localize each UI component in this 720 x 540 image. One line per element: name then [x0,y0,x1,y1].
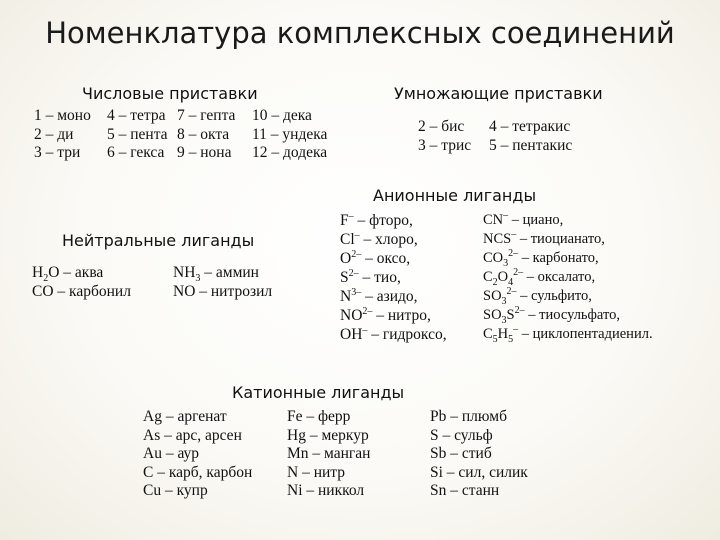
numeric-item: 1 – моно [34,107,91,124]
anion-item: $S^{2-}$ – тио, [340,267,401,286]
anion-item: $NO^{2-}$ – нитро, [340,305,431,324]
multiplying-item: 5 – пентакис [489,136,573,154]
anionic-col-left [340,211,447,344]
cation-item: Fe – ферр [287,408,351,425]
anion-item: $O^{2-}$ – оксо, [340,248,411,267]
cation-item: N – нитр [287,463,345,481]
cation-item: C – карб, карбон [143,463,253,481]
cation-item: Sb – стиб [430,445,492,463]
page-title: Номенклатура комплексных соединений [45,16,675,50]
anion-item: $SO_3^{2-}$ – сульфито, [483,286,592,307]
numeric-item: 2 – ди [34,125,74,143]
multiplying-col-1 [418,118,471,155]
cation-item: Ni – никкол [287,482,365,500]
numeric-item: 7 – гепта [177,107,236,124]
anion-item: $N^{3-}$ – азидо, [340,286,418,305]
numeric-item: 12 – додека [252,144,328,161]
cation-item: S – сульф [430,426,493,444]
numeric-item: 5 – пента [107,125,168,143]
cationic-col-3 [430,408,528,501]
multiplying-item: 4 – тетракис [489,118,571,135]
neutral-item: $H_2O$ – аква [32,264,104,285]
neutral-col-left [32,264,131,301]
neutral-ligands-heading: Нейтральные лиганды [62,231,255,250]
cation-item: Ag – аргенат [143,408,227,425]
anion-item: F– – фторо, [340,210,413,229]
neutral-item: $NH_3$ – аммин [173,264,259,285]
anion-item: NCS– – тиоцианато, [483,229,605,247]
neutral-col-right [173,264,272,301]
numeric-item: 10 – дека [252,107,312,124]
cationic-col-1 [143,408,252,501]
anion-item: CN– – циано, [483,210,564,228]
cationic-col-2 [287,408,370,501]
cation-item: Pb – плюмб [430,408,507,425]
anionic-col-right [483,211,653,344]
cationic-ligands-heading: Катионные лиганды [232,383,405,402]
numeric-item: 6 – гекса [107,144,165,161]
neutral-item: NO – нитрозил [173,282,273,300]
anion-item: $C_5H_5^-$ – циклопентадиенил. [483,324,653,345]
cation-item: Mn – манган [287,445,371,463]
numeric-col-2 [107,107,168,163]
multiplying-col-2 [489,118,572,155]
multiplying-item: 2 – бис [418,118,465,135]
numeric-col-3 [177,107,235,163]
anion-item: OH– – гидроксо, [340,324,447,343]
cation-item: Sn – станн [430,482,500,500]
numeric-item: 4 – тетра [107,107,166,124]
cation-item: Cu – купр [143,482,208,500]
numeric-item: 11 – ундека [252,125,328,143]
numeric-item: 8 – окта [177,125,230,143]
numeric-item: 3 – три [34,144,81,161]
multiplying-prefixes-heading: Умножающие приставки [394,84,603,103]
multiplying-item: 3 – трис [418,136,472,154]
cation-item: Si – сил, силик [430,463,528,481]
anion-item: $SO_3S^{2-}$ – тиосульфато, [483,305,621,326]
cation-item: Hg – меркур [287,426,369,444]
neutral-item: CO – карбонил [32,282,131,300]
numeric-prefixes-heading: Числовые приставки [82,84,258,103]
cation-item: As – арс, арсен [143,426,242,444]
numeric-col-1 [34,107,91,163]
anion-item: $C_2O_4^{2-}$ – оксалато, [483,267,596,288]
numeric-item: 9 – нона [177,144,232,161]
numeric-col-4 [252,107,327,163]
anion-item: Cl– – хлоро, [340,229,418,248]
anion-item: $CO_3^{2-}$ – карбонато, [483,248,599,269]
cation-item: Au – аур [143,445,200,463]
anionic-ligands-heading: Анионные лиганды [373,186,537,205]
